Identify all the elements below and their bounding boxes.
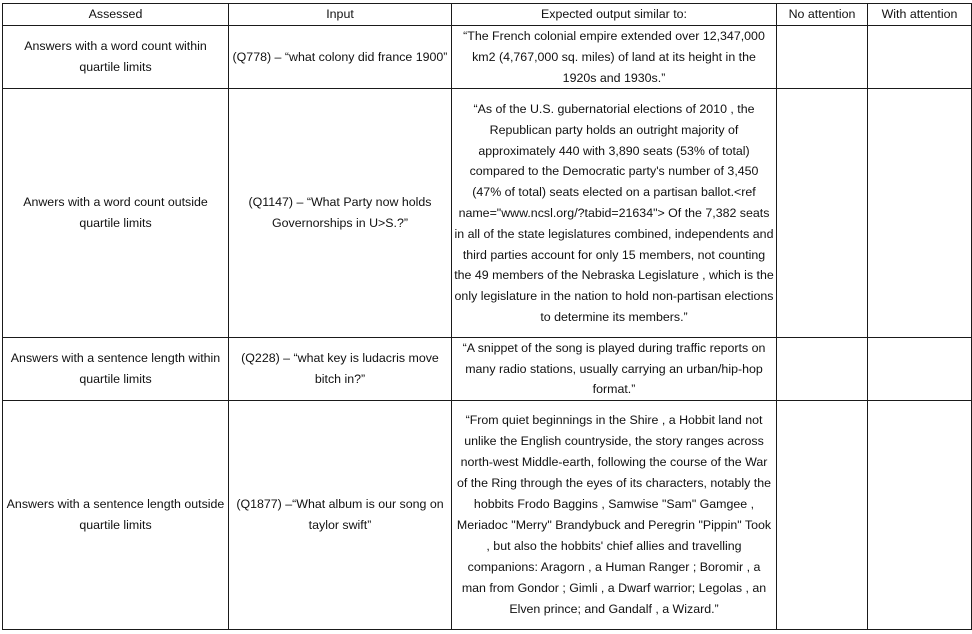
with-attention-cell[interactable] [868, 338, 972, 401]
no-attention-cell[interactable] [777, 89, 868, 338]
assessed-cell: Answers with a sentence length within quartile limits [3, 338, 229, 401]
with-attention-cell[interactable] [868, 89, 972, 338]
input-cell: (Q1877) –“What album is our song on taylor swift” [229, 400, 452, 629]
expected-output-cell: “From quiet beginnings in the Shire , a Hobbit land not unlike the English countryside, the story ranges across north-west Middle-earth, following the course of the War of the Ring through the eyes of its characters, notably the hobbits Frodo Baggins , Samwise "Sam" Gamgee , Meriadoc "Merry" Brandybuck and Peregrin "Pippin" Took , but also the hobbits' chief allies and travelling companions: Aragorn , a Human Ranger ; Boromir , a man from Gondor ; Gimli , a Dwarf warrior; Legolas , an Elven prince; and Gandalf , a Wizard.” [452, 400, 777, 629]
input-cell: (Q228) – “what key is ludacris move bitch in?” [229, 338, 452, 401]
assessed-cell: Anwers with a word count outside quartile limits [3, 89, 229, 338]
table-row [3, 26, 972, 89]
table-row [3, 89, 972, 338]
no-attention-cell[interactable] [777, 400, 868, 629]
header-input: Input [229, 4, 452, 26]
expected-output-cell: “The French colonial empire extended over 12,347,000 km2 (4,767,000 sq. miles) of land at its height in the 1920s and 1930s.” [452, 26, 777, 89]
assessed-cell: Answers with a sentence length outside quartile limits [3, 400, 229, 629]
no-attention-cell[interactable] [777, 26, 868, 89]
header-assessed: Assessed [3, 4, 229, 26]
header-no-attention: No attention [777, 4, 868, 26]
no-attention-cell[interactable] [777, 338, 868, 401]
table-row [3, 400, 972, 629]
header-expected-output: Expected output similar to: [452, 4, 777, 26]
assessment-table [2, 3, 972, 630]
expected-output-cell: “A snippet of the song is played during traffic reports on many radio stations, usually carrying an urban/hip-hop format.” [452, 338, 777, 401]
assessed-cell: Answers with a word count within quartile limits [3, 26, 229, 89]
expected-output-cell: “As of the U.S. gubernatorial elections of 2010 , the Republican party holds an outright majority of approximately 440 with 3,890 seats (53% of total) compared to the Democratic party's number of 3,450 (47% of total) seats elected on a partisan ballot.<ref name="www.ncsl.org/?tabid=21634"> Of the 7,382 seats in all of the state legislatures combined, independents and third parties account for only 15 members, not counting the 49 members of the Nebraska Legislature , which is the only legislature in the nation to hold non-partisan elections to determine its members.” [452, 89, 777, 338]
with-attention-cell[interactable] [868, 400, 972, 629]
table-row [3, 338, 972, 401]
header-row [3, 4, 972, 26]
input-cell: (Q778) – “what colony did france 1900” [229, 26, 452, 89]
header-with-attention: With attention [868, 4, 972, 26]
input-cell: (Q1147) – “What Party now holds Governorships in U>S.?” [229, 89, 452, 338]
with-attention-cell[interactable] [868, 26, 972, 89]
